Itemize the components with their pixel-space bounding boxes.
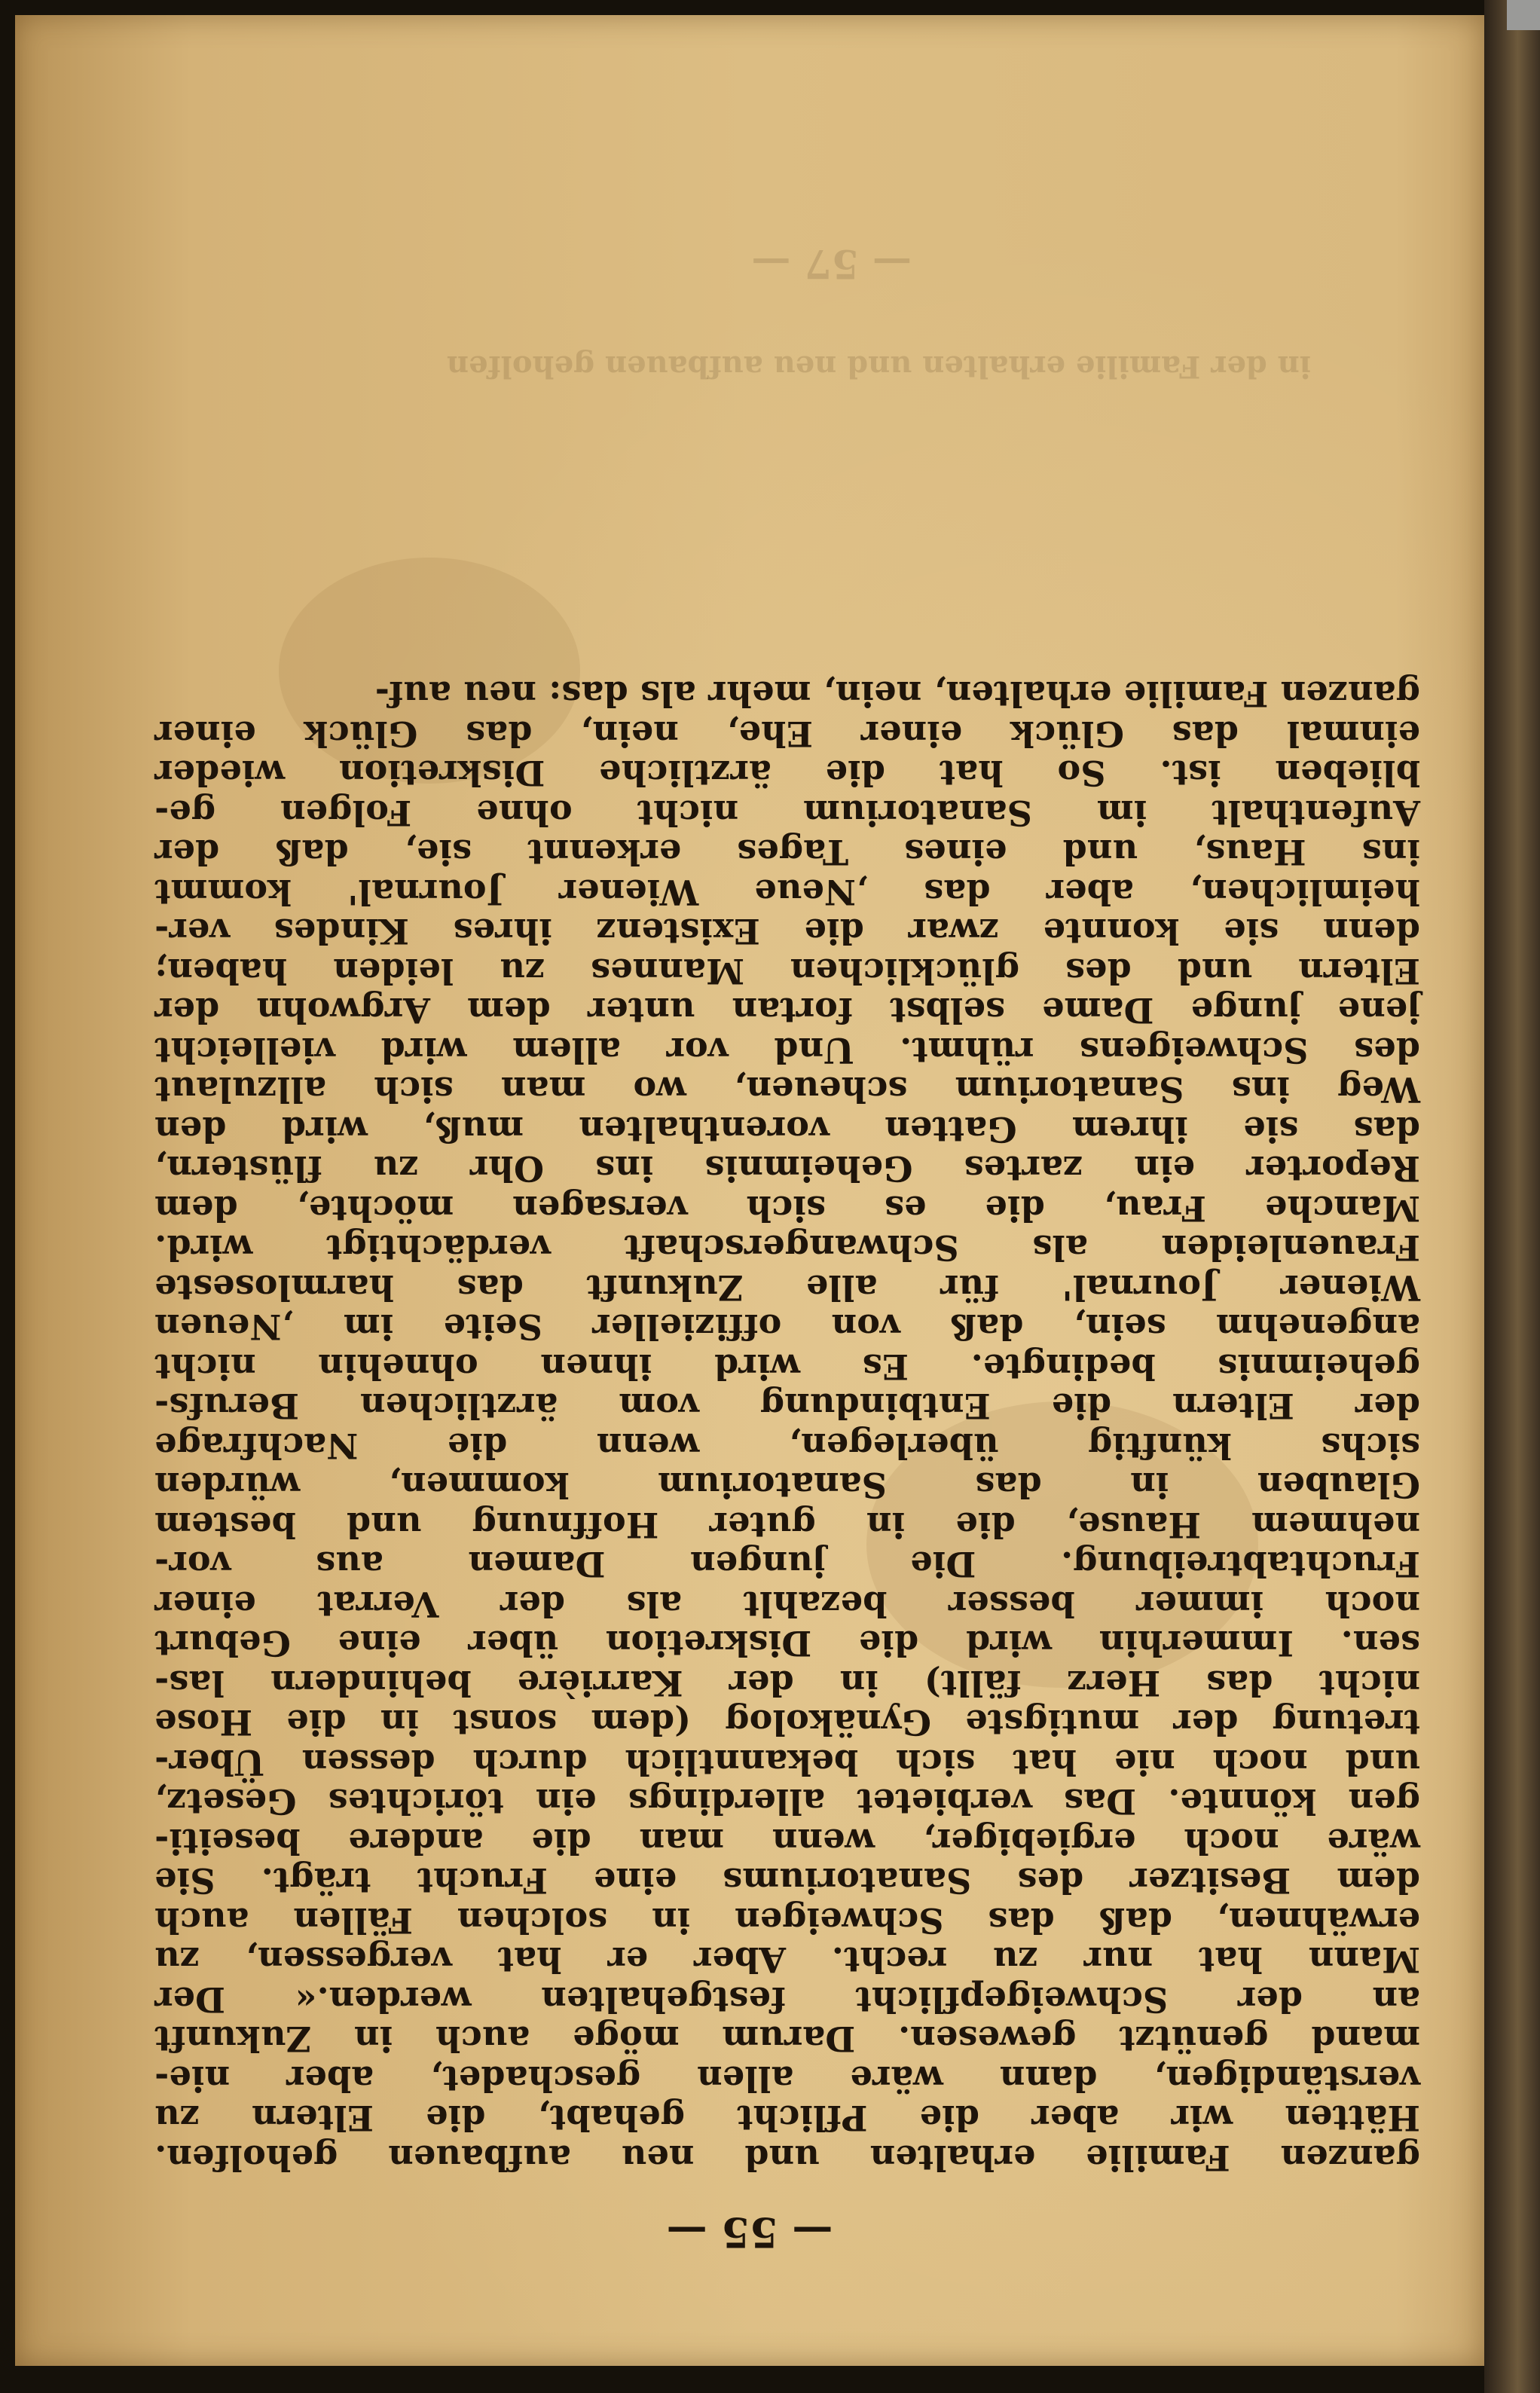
- text-line: Mann hat nur zu recht. Aber er hat vergessen, zu: [154, 1939, 1420, 1981]
- text-line: nicht das Herz fällt) in der Karrière behindern las-: [154, 1663, 1420, 1704]
- text-line: Hätten wir aber die Pflicht gehabt, die Eltern zu: [154, 2098, 1420, 2139]
- text-line: ins Haus, und eines Tages erkennt sie, daß der: [154, 832, 1420, 873]
- text-line: Weg ins Sanatorium scheuen, wo man sich allzulaut: [154, 1069, 1420, 1111]
- text-line: wäre noch ergiebiger, wenn man die andere beseiti-: [154, 1821, 1420, 1862]
- text-line: sichs künftig überlegen, wenn die Nachfrage: [154, 1426, 1420, 1466]
- text-line: denn sie konnte zwar die Existenz ihres Kindes ver-: [154, 911, 1420, 952]
- text-line: Glauben in das Sanatorium kommen, würden: [154, 1465, 1420, 1506]
- book-binding: [1484, 0, 1540, 2393]
- text-line: des Schweigens rühmt. Und vor allem wird vielleicht: [154, 1030, 1420, 1071]
- text-line: Eltern und des glücklichen Mannes zu leiden haben;: [154, 951, 1420, 992]
- text-line: ganzen Familie erhalten und neu aufbauen geholfen.: [154, 2138, 1420, 2178]
- binding-strip: [1507, 0, 1540, 30]
- text-line: Wiener Journal' für alle Zukunft das harmloseste: [154, 1267, 1420, 1308]
- text-line: gen könnte. Das verbietet allerdings ein törichtes Gesetz,: [154, 1781, 1420, 1823]
- text-line: dem Besitzer des Sanatoriums eine Frucht trägt. Sie: [154, 1860, 1420, 1902]
- text-line: Aufenthalt im Sanatorium nicht ohne Folgen ge-: [154, 793, 1420, 833]
- text-line: nehmem Hause, die in guter Hoffnung und bestem: [154, 1505, 1420, 1545]
- text-line: Reporter ein zartes Geheimnis ins Ohr zu flüstern,: [154, 1148, 1420, 1190]
- text-line: tretung der mutigste Gynäkolog (dem sonst in die Hose: [154, 1702, 1420, 1744]
- text-line: der Eltern die Entbindung vom ärztlichen Berufs-: [154, 1386, 1420, 1427]
- text-line: blieben ist. So hat die ärztliche Diskretion wieder: [154, 753, 1420, 794]
- text-line: erwähnen, daß das Schweigen in solchen Fällen auch: [154, 1900, 1420, 1941]
- book-page: [15, 15, 1484, 2366]
- text-line: geheimnis bedingte. Es wird ihnen ohnehin nicht: [154, 1346, 1420, 1387]
- text-line: noch immer besser bezahlt als der Verrat einer: [154, 1584, 1420, 1624]
- text-line: angenehm sein, daß von offizieller Seite im ‚Neuen: [154, 1307, 1420, 1348]
- text-line: heimlichen, aber das ‚Neue Wiener Journal' kommt: [154, 872, 1420, 912]
- text-line: Manche Frau, die es sich versagen möchte, dem: [154, 1188, 1420, 1229]
- text-line: mand genützt gewesen. Darum möge auch in Zukunft: [154, 2019, 1420, 2060]
- text-line: Frauenleiden als Schwangerschaft verdächtigt wird.: [154, 1227, 1420, 1269]
- text-line: sen. Immerhin wird die Diskretion über eine Geburt: [154, 1623, 1420, 1664]
- text-line: verständigen, dann wäre allen geschadet, aber nie-: [154, 2058, 1420, 2099]
- text-line: einmal das Glück einer Ehe, nein, das Glück einer: [154, 714, 1420, 754]
- text-line: jene junge Dame selbst fortan unter dem Argwohn der: [154, 990, 1420, 1031]
- text-line: und noch nie hat sich bekanntlich durch dessen Über-: [154, 1742, 1420, 1783]
- text-line: an der Schweigepflicht festgehalten werden.« Der: [154, 1979, 1420, 2020]
- text-line: Fruchtabtreibung. Die jungen Damen aus vor-: [154, 1544, 1420, 1585]
- bleed-through-page-number: — 57 —: [751, 240, 912, 286]
- text-line: das sie ihrem Gatten vorenthalten muß, wird den: [154, 1109, 1420, 1150]
- bleed-through-text: in der Familie erhalten und neu aufbauen geholfen: [446, 349, 1311, 384]
- page-number: — 55 —: [666, 2208, 833, 2257]
- text-line: ganzen Familie erhalten, nein, mehr als das: neu auf-: [374, 674, 1420, 715]
- body-text: [154, 674, 1420, 2178]
